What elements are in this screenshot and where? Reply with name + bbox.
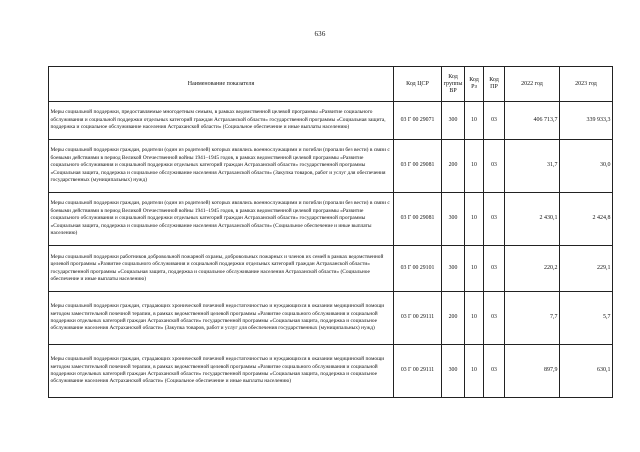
row-2022: 2 430,1 — [505, 193, 560, 246]
row-rz: 10 — [465, 246, 484, 292]
row-2022: 31,7 — [505, 140, 560, 193]
row-pr: 03 — [484, 193, 505, 246]
row-name: Меры социальной поддержки граждан, страдающих хронической почечной недостаточностью и нуждающихся в оказании медицинской помощи методом заместительной почечной терапии, в рамках ведомственной целевой программы «Развитие социального обслуживания и социальной поддержки отдельных категорий граждан Астраханской области» государственной программы «Социальная защита, поддержка и социальное обслуживание населения Астраханской области» (Закупка товаров, работ и услуг для обеспечения государственных (муниципальных) нужд) — [49, 292, 394, 345]
row-rz: 10 — [465, 140, 484, 193]
table-row — [49, 102, 613, 140]
row-name: Меры социальной поддержки, предоставляемые многодетным семьям, в рамках ведомственной целевой программы «Развитие социального обслуживания и социальной поддержки отдельных категорий граждан Астраханской области» государственной программы «Социальная защита, поддержка и социальное обслуживание населения Астраханской области» (Социальное обеспечение и иные выплаты населению) — [49, 102, 394, 140]
header-vr: Код группы ВР — [442, 67, 465, 102]
row-vr: 200 — [442, 140, 465, 193]
row-vr: 300 — [442, 102, 465, 140]
row-pr: 03 — [484, 246, 505, 292]
row-rz: 10 — [465, 292, 484, 345]
row-name: Меры социальной поддержки работников добровольной пожарной охраны, добровольных пожарных и членов их семей в рамках ведомственной целевой программы «Развитие социального обслуживания и социальной поддержки отдельных категорий граждан Астраханской области» государственной программы «Социальная защита, поддержка и социальное обслуживание населения Астраханской области» (Социальное обеспечение и иные выплаты населению) — [49, 246, 394, 292]
row-vr: 300 — [442, 345, 465, 398]
table-row — [49, 140, 613, 193]
row-pr: 03 — [484, 102, 505, 140]
row-pr: 03 — [484, 140, 505, 193]
row-rz: 10 — [465, 102, 484, 140]
row-csr: 03 Г 00 29111 — [394, 345, 442, 398]
header-csr: Код ЦСР — [394, 67, 442, 102]
page-number: 636 — [314, 30, 326, 38]
budget-table — [48, 66, 613, 398]
row-2022: 220,2 — [505, 246, 560, 292]
header-2023: 2023 год — [560, 67, 613, 102]
row-csr: 03 Г 00 29081 — [394, 140, 442, 193]
row-csr: 03 Г 00 29071 — [394, 102, 442, 140]
row-2022: 406 713,7 — [505, 102, 560, 140]
table-row — [49, 345, 613, 398]
row-2023: 630,1 — [560, 345, 613, 398]
row-2022: 897,9 — [505, 345, 560, 398]
row-rz: 10 — [465, 345, 484, 398]
header-2022: 2022 год — [505, 67, 560, 102]
header-name: Наименование показателя — [49, 67, 394, 102]
row-name: Меры социальной поддержки граждан, страдающих хронической почечной недостаточностью и нуждающихся в оказании медицинской помощи методом заместительной почечной терапии, в рамках ведомственной целевой программы «Развитие социального обслуживания и социальной поддержки отдельных категорий граждан Астраханской области» государственной программы «Социальная защита, поддержка и социальное обслуживание населения Астраханской области» (Социальное обеспечение и иные выплаты населению) — [49, 345, 394, 398]
row-2023: 339 933,3 — [560, 102, 613, 140]
row-csr: 03 Г 00 29101 — [394, 246, 442, 292]
row-pr: 03 — [484, 292, 505, 345]
row-vr: 300 — [442, 246, 465, 292]
row-csr: 03 Г 00 29111 — [394, 292, 442, 345]
row-csr: 03 Г 00 29081 — [394, 193, 442, 246]
header-pr: Код ПР — [484, 67, 505, 102]
row-2022: 7,7 — [505, 292, 560, 345]
row-pr: 03 — [484, 345, 505, 398]
row-2023: 30,0 — [560, 140, 613, 193]
row-vr: 300 — [442, 193, 465, 246]
row-2023: 229,1 — [560, 246, 613, 292]
row-rz: 10 — [465, 193, 484, 246]
row-name: Меры социальной поддержки граждан, родители (один из родителей) которых являлись военнослужащими и погибли (пропали без вести) в связи с боевыми действиями в период Великой Отечественной войны 1941–1945 годов, в рамках ведомственной целевой программы «Развитие социального обслуживания и социальной поддержки отдельных категорий граждан Астраханской области» государственной программы «Социальная защита, поддержка и социальное обслуживание населения Астраханской области» (Социальное обеспечение и иные выплаты населению) — [49, 193, 394, 246]
table-row — [49, 292, 613, 345]
table-row — [49, 246, 613, 292]
header-rz: Код Рз — [465, 67, 484, 102]
table-row — [49, 193, 613, 246]
table-header-row — [49, 67, 613, 102]
row-vr: 200 — [442, 292, 465, 345]
row-name: Меры социальной поддержки граждан, родители (один из родителей) которых являлись военнослужащими и погибли (пропали без вести) в связи с боевыми действиями в период Великой Отечественной войны 1941–1945 годов, в рамках ведомственной целевой программы «Развитие социального обслуживания и социальной поддержки отдельных категорий граждан Астраханской области» государственной программы «Социальная защита, поддержка и социальное обслуживание населения Астраханской области» (Закупка товаров, работ и услуг для обеспечения государственных (муниципальных) нужд) — [49, 140, 394, 193]
row-2023: 2 424,8 — [560, 193, 613, 246]
row-2023: 5,7 — [560, 292, 613, 345]
